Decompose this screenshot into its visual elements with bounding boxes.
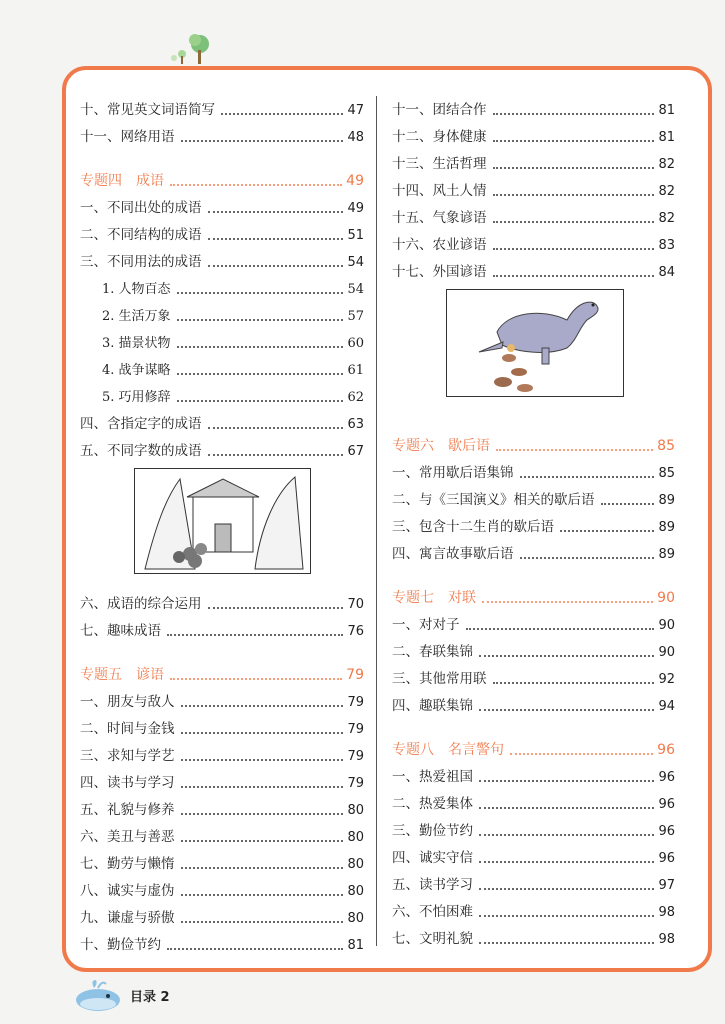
toc-page-number: 49 [347,201,364,216]
toc-entry-title: 专题四 成语 [80,173,164,189]
toc-entry[interactable] [392,482,675,509]
toc-page-number: 92 [658,672,675,687]
toc-page-number: 82 [658,157,675,172]
toc-entry-title: 专题五 谚语 [80,667,164,683]
toc-page-number: 81 [658,130,675,145]
dot-leader [510,753,653,755]
toc-entry-title: 专题七 对联 [392,590,476,606]
toc-topic-heading[interactable] [80,162,364,190]
toc-entry[interactable] [80,684,364,711]
toc-entry[interactable] [80,119,364,146]
toc-page-number: 85 [657,438,675,454]
toc-entry-title: 十五、气象谚语 [392,210,487,226]
toc-entry[interactable] [80,792,364,819]
section-gap [392,563,675,579]
toc-entry-title: 一、常用歇后语集锦 [392,465,514,481]
toc-entry[interactable] [392,894,675,921]
toc-subentry[interactable] [80,352,364,379]
toc-entry[interactable] [392,173,675,200]
dot-leader [177,400,344,402]
page-footer [72,978,170,1012]
toc-entry[interactable] [392,759,675,786]
toc-entry[interactable] [392,200,675,227]
dot-leader [496,449,653,451]
toc-page-number: 84 [658,265,675,280]
dot-leader [208,427,344,429]
toc-entry[interactable] [80,244,364,271]
toc-entry-title: 十四、风土人情 [392,183,487,199]
dot-leader [181,813,344,815]
toc-entry[interactable] [392,536,675,563]
toc-entry-title: 1. 人物百态 [102,282,171,297]
toc-entry[interactable] [80,433,364,460]
toc-entry[interactable] [392,509,675,536]
toc-page-number: 49 [346,173,364,189]
toc-page-number: 90 [658,645,675,660]
toc-subentry[interactable] [80,271,364,298]
toc-page-number: 80 [347,803,364,818]
dot-leader [181,759,344,761]
toc-page-number: 89 [658,520,675,535]
dot-leader [181,894,344,896]
toc-page-number: 82 [658,184,675,199]
dot-leader [181,921,344,923]
toc-page-number: 80 [347,857,364,872]
toc-entry[interactable] [392,146,675,173]
toc-entry[interactable] [392,813,675,840]
toc-page-number: 98 [658,932,675,947]
toc-page-number: 94 [658,699,675,714]
toc-right-column [392,92,675,948]
toc-page-number: 96 [658,824,675,839]
dot-leader [493,221,655,223]
toc-entry-title: 五、礼貌与修养 [80,802,175,818]
toc-entry[interactable] [80,927,364,954]
toc-page-number: 96 [657,742,675,758]
toc-entry-title: 5. 巧用修辞 [102,390,171,405]
toc-page-number: 85 [658,466,675,481]
toc-entry[interactable] [392,786,675,813]
toc-entry[interactable] [80,819,364,846]
dot-leader [181,732,344,734]
dot-leader [181,140,344,142]
section-gap [392,715,675,731]
toc-entry-title: 十二、身体健康 [392,129,487,145]
toc-entry-title: 五、不同字数的成语 [80,443,202,459]
toc-page-number: 61 [347,363,364,378]
dot-leader [208,238,344,240]
toc-page-number: 80 [347,884,364,899]
toc-entry-title: 四、诚实守信 [392,850,473,866]
toc-page-number: 90 [658,618,675,633]
toc-entry-title: 五、读书学习 [392,877,473,893]
dot-leader [479,915,654,917]
toc-entry-title: 十六、农业谚语 [392,237,487,253]
trees-icon [168,30,218,66]
dot-leader [601,503,655,505]
dot-leader [479,655,654,657]
dot-leader [177,373,344,375]
toc-entry[interactable] [80,406,364,433]
toc-entry-title: 四、趣联集锦 [392,698,473,714]
dot-leader [208,607,344,609]
dot-leader [479,780,654,782]
dot-leader [479,861,654,863]
dot-leader [493,682,655,684]
toc-page-number: 79 [346,667,364,683]
dot-leader [466,628,655,630]
toc-entry-title: 六、不怕困难 [392,904,473,920]
dot-leader [177,292,344,294]
toc-page-number: 79 [347,722,364,737]
toc-entry-title: 七、趣味成语 [80,623,161,639]
toc-entry-title: 三、包含十二生肖的歇后语 [392,519,554,535]
toc-entry[interactable] [392,119,675,146]
dot-leader [560,530,654,532]
dot-leader [177,346,344,348]
section-gap [80,640,364,656]
toc-page-number: 63 [347,417,364,432]
toc-page-number: 70 [347,597,364,612]
toc-entry[interactable] [80,711,364,738]
toc-page-number: 97 [658,878,675,893]
toc-entry[interactable] [80,190,364,217]
toc-entry-title: 4. 战争谋略 [102,363,171,378]
toc-entry[interactable] [80,873,364,900]
toc-entry-title: 十、勤俭节约 [80,937,161,953]
toc-entry-title: 二、时间与金钱 [80,721,175,737]
toc-entry-title: 3. 描景状物 [102,336,171,351]
toc-page-number: 81 [347,938,364,953]
toc-entry-title: 十一、网络用语 [80,129,175,145]
toc-entry-title: 十、常见英文词语简写 [80,102,215,118]
toc-page-number: 76 [347,624,364,639]
section-gap [80,146,364,162]
toc-entry-title: 十三、生活哲理 [392,156,487,172]
dot-leader [170,678,342,680]
toc-entry-title: 三、其他常用联 [392,671,487,687]
dot-leader [167,948,343,950]
toc-page-number: 47 [347,103,364,118]
dot-leader [479,888,654,890]
dot-leader [181,867,344,869]
toc-entry[interactable] [392,661,675,688]
toc-page-number: 60 [347,336,364,351]
toc-page-number: 98 [658,905,675,920]
toc-entry-title: 六、成语的综合运用 [80,596,202,612]
dot-leader [181,705,344,707]
dot-leader [493,167,655,169]
dot-leader [479,942,654,944]
dot-leader [482,601,653,603]
toc-entry[interactable] [80,900,364,927]
toc-subentry[interactable] [80,325,364,352]
toc-page-number: 48 [347,130,364,145]
toc-entry[interactable] [80,217,364,244]
toc-entry[interactable] [392,254,675,281]
toc-entry[interactable] [80,765,364,792]
toc-entry[interactable] [392,92,675,119]
toc-entry[interactable] [392,634,675,661]
toc-subentry[interactable] [80,379,364,406]
toc-entry-title: 十七、外国谚语 [392,264,487,280]
toc-page-number: 80 [347,911,364,926]
toc-page-number: 96 [658,851,675,866]
toc-page-number: 57 [347,309,364,324]
dot-leader [167,634,343,636]
toc-page-number: 82 [658,211,675,226]
dot-leader [479,834,654,836]
toc-entry[interactable] [392,455,675,482]
toc-page-number: 51 [347,228,364,243]
toc-topic-heading[interactable] [392,731,675,759]
toc-entry[interactable] [392,227,675,254]
toc-entry-title: 三、勤俭节约 [392,823,473,839]
toc-entry-title: 一、不同出处的成语 [80,200,202,216]
toc-entry-title: 四、寓言故事歇后语 [392,546,514,562]
toc-entry-title: 十一、团结合作 [392,102,487,118]
toc-entry-title: 三、求知与学艺 [80,748,175,764]
toc-entry-title: 七、文明礼貌 [392,931,473,947]
dot-leader [208,265,344,267]
toc-left-column [80,92,364,954]
toc-topic-heading[interactable] [392,579,675,607]
toc-page-number: 80 [347,830,364,845]
dot-leader [170,184,342,186]
toc-entry-title: 一、对对子 [392,617,460,633]
dot-leader [221,113,343,115]
toc-page-number: 81 [658,103,675,118]
toc-topic-heading[interactable] [392,427,675,455]
castle-illustration [134,468,311,574]
dot-leader [493,248,655,250]
toc-entry-title: 八、诚实与虚伪 [80,883,175,899]
toc-entry[interactable] [80,846,364,873]
toc-entry-title: 2. 生活万象 [102,309,171,324]
toc-page-number: 90 [657,590,675,606]
dot-leader [493,140,655,142]
toc-entry-title: 一、热爱祖国 [392,769,473,785]
toc-page-number: 83 [658,238,675,253]
whale-icon [72,978,124,1012]
dot-leader [493,194,655,196]
toc-entry-title: 三、不同用法的成语 [80,254,202,270]
dinosaur-illustration [446,289,624,397]
toc-page-number: 96 [658,797,675,812]
column-divider [376,96,377,946]
toc-entry-title: 四、含指定字的成语 [80,416,202,432]
toc-page-number: 79 [347,749,364,764]
dot-leader [181,786,344,788]
toc-entry-title: 二、与《三国演义》相关的歇后语 [392,492,595,508]
toc-entry-title: 九、谦虚与骄傲 [80,910,175,926]
toc-entry[interactable] [80,738,364,765]
toc-entry[interactable] [80,586,364,613]
toc-page-number: 62 [347,390,364,405]
toc-entry-title: 二、热爱集体 [392,796,473,812]
toc-entry[interactable] [392,867,675,894]
toc-entry-title: 二、春联集锦 [392,644,473,660]
dot-leader [479,807,654,809]
toc-page-number: 67 [347,444,364,459]
toc-page-number: 54 [347,282,364,297]
toc-entry[interactable] [392,607,675,634]
toc-page-number: 79 [347,695,364,710]
toc-page-number: 79 [347,776,364,791]
toc-page-number: 89 [658,493,675,508]
toc-page-number: 54 [347,255,364,270]
toc-entry[interactable] [392,840,675,867]
toc-entry-title: 七、勤劳与懒惰 [80,856,175,872]
toc-entry-title: 一、朋友与敌人 [80,694,175,710]
toc-entry[interactable] [392,921,675,948]
toc-entry-title: 四、读书与学习 [80,775,175,791]
toc-entry[interactable] [80,92,364,119]
dot-leader [493,275,655,277]
dot-leader [177,319,344,321]
toc-page-number: 96 [658,770,675,785]
toc-entry[interactable] [80,613,364,640]
toc-entry-title: 专题八 名言警句 [392,742,504,758]
toc-subentry[interactable] [80,298,364,325]
toc-entry-title: 专题六 歇后语 [392,438,490,454]
dot-leader [479,709,654,711]
dot-leader [520,476,655,478]
toc-page-number: 89 [658,547,675,562]
toc-entry[interactable] [392,688,675,715]
dot-leader [208,454,344,456]
dot-leader [520,557,655,559]
dot-leader [181,840,344,842]
footer-label: 目录 2 [130,989,170,1005]
dot-leader [208,211,344,213]
toc-entry-title: 六、美丑与善恶 [80,829,175,845]
toc-topic-heading[interactable] [80,656,364,684]
dot-leader [493,113,655,115]
toc-entry-title: 二、不同结构的成语 [80,227,202,243]
